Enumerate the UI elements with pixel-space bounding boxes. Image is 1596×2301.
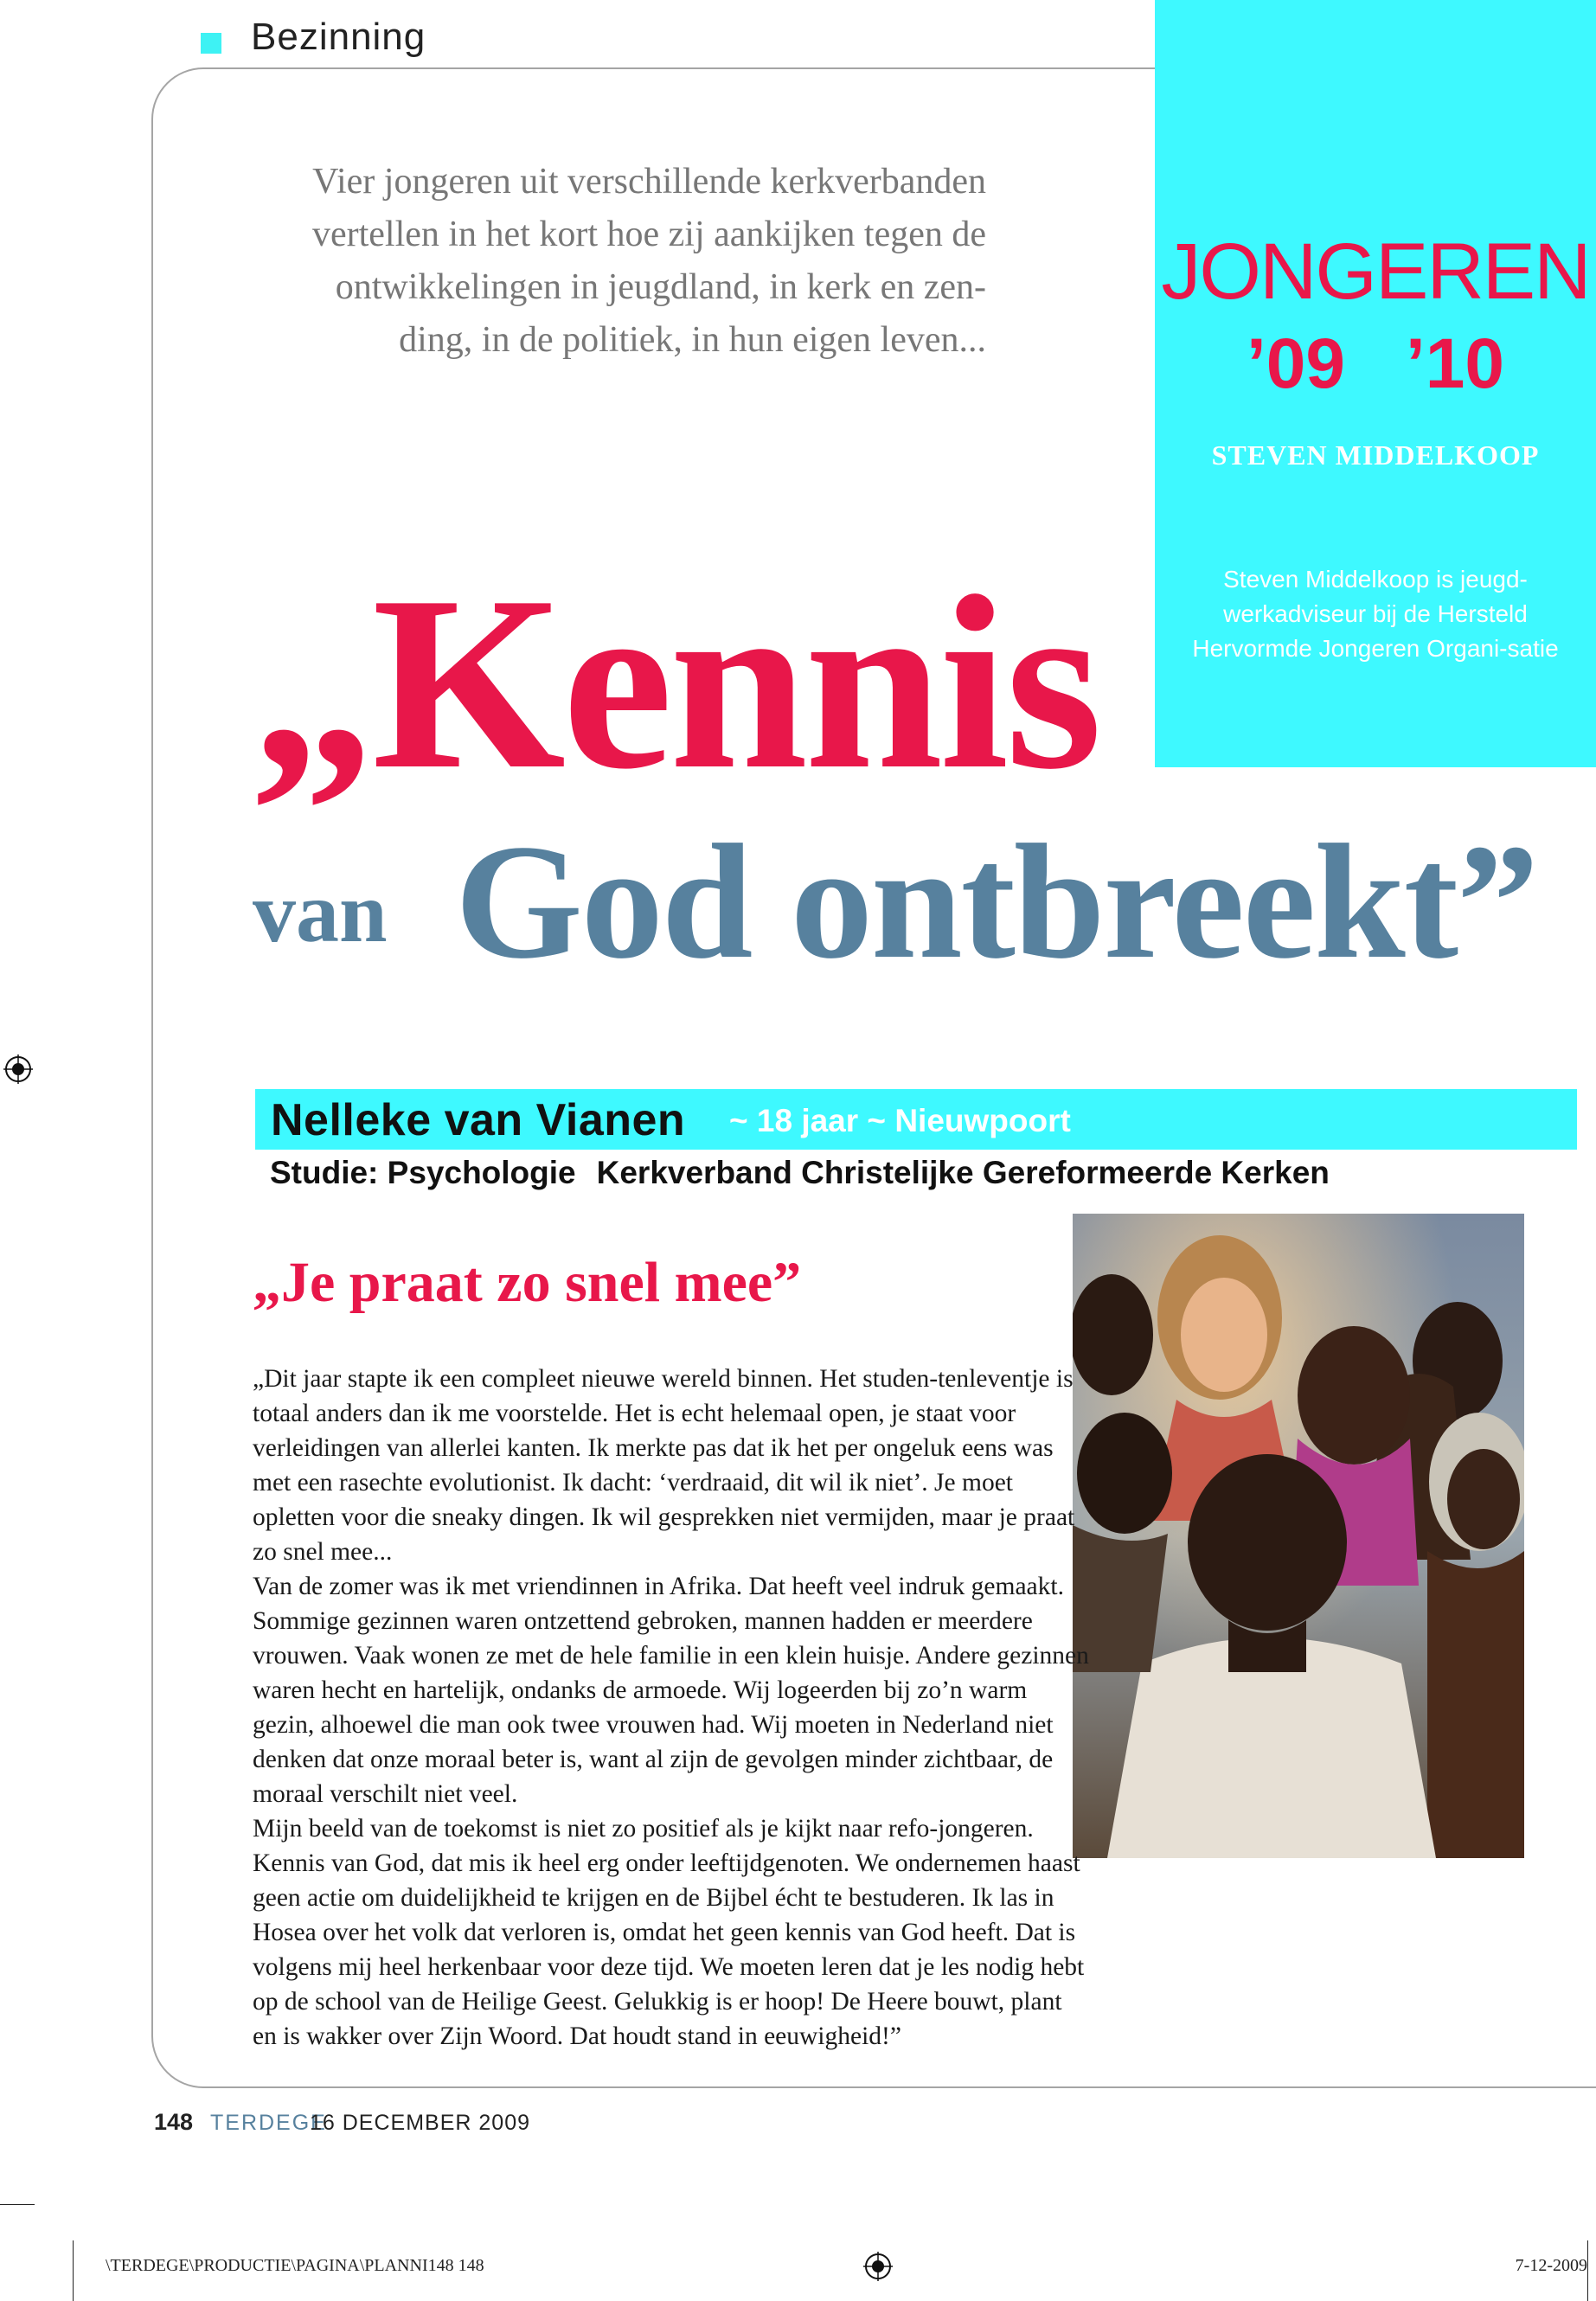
person-meta: [270, 1155, 1330, 1191]
registration-mark-icon: [863, 2252, 893, 2281]
person-details: ~ 18 jaar ~ Nieuwpoort: [729, 1103, 1071, 1138]
person-name: Nelleke van Vianen: [271, 1095, 686, 1145]
author-name: STEVEN MIDDELKOOP: [1211, 439, 1540, 471]
series-years: [1155, 325, 1596, 403]
person-study: Studie: Psychologie: [270, 1155, 576, 1190]
body-paragraph-1: „Dit jaar stapte ik een compleet nieuwe wereld binnen. Het studen-tenleventje is totaal anders dan ik me voorstelde. Het is echt helemaal open, je staat voor verleidingen van allerlei kanten. Ik merkte pas dat ik het per ongeluk eens was met een rasechte evolutionist. Ik dacht: ‘verdraaid, dit wil ik niet’. Je moet opletten voor die sneaky dingen. Ik wil gesprekken niet vermijden, maar je praat zo snel mee...: [253, 1365, 1075, 1566]
registration-mark-icon: [3, 1054, 33, 1084]
body-paragraph-3: Mijn beeld van de toekomst is niet zo positief als je kijkt naar refo-jongeren. Kennis van God, dat mis ik heel erg onder leeftijdgenoten. We ondernemen haast geen actie om duidelijkheid te krijgen en de Bijbel écht te bestuderen. Ik las in Hosea over het volk dat verloren is, omdat het geen kennis van God heeft. Dat is volgens mij heel herkenbaar voor deze tijd. We moeten leren dat je les nodig hebt op de school van de Heilige Geest. Gelukkig is er hoop! De Heere bouwt, plant en is wakker over Zijn Woord. Dat houdt stand in eeuwigheid!”: [253, 1815, 1085, 2050]
headline-line-2-small: van: [253, 864, 388, 960]
issue-date: 16 DECEMBER 2009: [310, 2111, 531, 2135]
author-bio: Steven Middelkoop is jeugd-werkadviseur bij de Hersteld Hervormde Jongeren Organi-satie: [1192, 566, 1559, 662]
series-title: JONGEREN: [1161, 228, 1590, 316]
crop-mark: [73, 2240, 74, 2301]
magazine-name: TERDEGE: [210, 2111, 327, 2135]
body-paragraph-2: Van de zomer was ik met vriendinnen in Afrika. Dat heeft veel indruk gemaakt. Sommige gezinnen waren ontzettend gebroken, mannen hadden er meerdere vrouwen. Vaak wonen ze met de hele familie in een klein huisje. Andere gezinnen waren hecht en hartelijk, ondanks de armoede. Wij logeerden bij zo’n warm gezin, alhoewel die man ook twee vrouwen had. Wij moeten in Nederland niet denken dat onze moraal beter is, want al zijn de gevolgen minder zichtbaar, de moraal verschilt niet veel.: [253, 1573, 1089, 1808]
quote-subheadline: „Je praat zo snel mee”: [253, 1251, 802, 1314]
headline-line-1: „Kennis: [251, 545, 1099, 821]
intro-text: Vier jongeren uit verschillende kerkverbanden vertellen in het kort hoe zij aankijken tegen de ontwikkelingen in jeugdland, in kerk en zen-ding, in de politiek, in hun eigen leven...: [311, 162, 986, 360]
series-sidebar: [1155, 0, 1596, 767]
person-bar: [255, 1089, 1577, 1150]
page-number: 148: [154, 2109, 194, 2135]
year-start: ’09: [1247, 324, 1345, 403]
crop-mark: [0, 2204, 35, 2205]
photo-text-wrap-spacer: [1118, 1213, 1567, 2117]
crop-mark: [1587, 2240, 1588, 2301]
print-slug-path: \TERDEGE\PRODUCTIE\PAGINA\PLANNI148 148: [106, 2256, 484, 2275]
section-label: Bezinning: [251, 16, 426, 58]
person-church: Kerkverband Christelijke Gereformeerde Kerken: [596, 1155, 1330, 1190]
article-body: [253, 1362, 1567, 2117]
headline-line-2-large: God ontbreekt”: [455, 811, 1538, 993]
section-tag-square: [201, 33, 221, 54]
print-slug-date: 7-12-2009: [1515, 2256, 1587, 2275]
year-end: ’10: [1406, 324, 1504, 403]
